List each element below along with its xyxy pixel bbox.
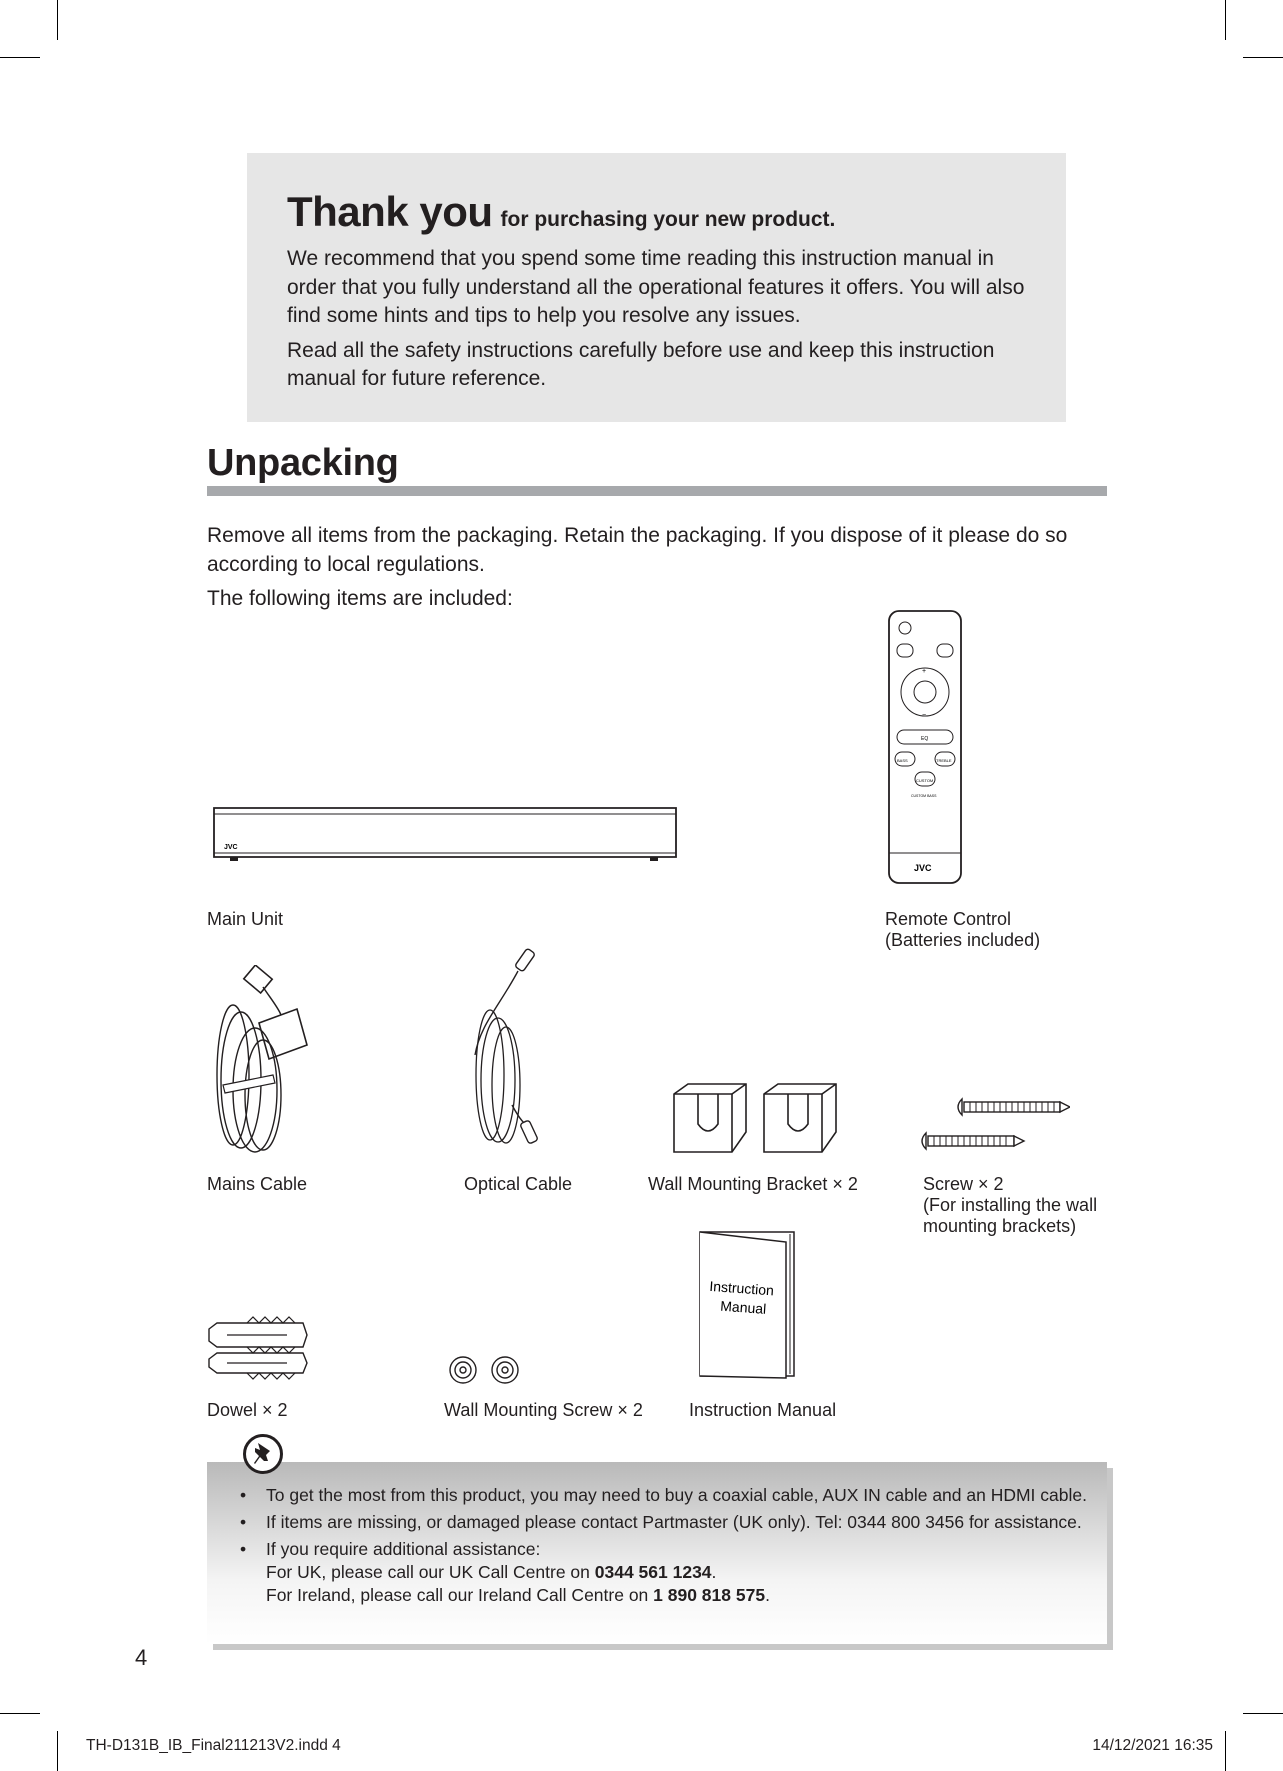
- item-caption-note: (For installing the wall: [923, 1195, 1098, 1215]
- screw-illustration: [920, 1097, 1070, 1159]
- optical-cable-illustration: [460, 945, 550, 1155]
- crop-mark: [1225, 0, 1226, 40]
- included-items-label: The following items are included:: [207, 587, 513, 610]
- plug-icon: [259, 1009, 307, 1059]
- remote-control-illustration: [885, 608, 965, 888]
- crop-mark: [0, 1713, 40, 1714]
- crop-mark: [0, 57, 40, 58]
- crop-mark: [1243, 57, 1283, 58]
- note-assistance-intro: • If you require additional assistance:: [266, 1539, 541, 1559]
- uk-phone-number: 0344 561 1234: [594, 1562, 712, 1582]
- brand-label: JVC: [224, 844, 238, 851]
- footer-filename: TH-D131B_IB_Final211213V2.indd 4: [86, 1737, 341, 1754]
- note-item: • To get the most from this product, you may need to buy a coaxial cable, AUX IN cable and an HDMI cable.: [240, 1484, 1100, 1507]
- item-caption: Wall Mounting Bracket × 2: [648, 1174, 858, 1194]
- note-item: [240, 1538, 1100, 1607]
- thank-you-heading: [287, 187, 1026, 245]
- section-heading: Unpacking: [207, 442, 399, 484]
- item-caption: Main Unit: [207, 909, 284, 929]
- item-caption-note: mounting brackets): [923, 1216, 1077, 1236]
- note-ireland-line: For Ireland, please call our Ireland Call Centre on 1 890 818 575.: [266, 1585, 770, 1605]
- manual-cover-text: Manual: [719, 1297, 767, 1317]
- item-caption: Instruction Manual: [689, 1400, 837, 1420]
- instruction-manual-illustration: [694, 1228, 804, 1380]
- page-number: 4: [135, 1645, 148, 1670]
- item-caption: Remote Control: [885, 909, 1012, 929]
- thank-you-title: Thank you: [287, 188, 493, 235]
- wall-bracket-illustration: [670, 1080, 846, 1156]
- crop-mark: [1225, 1731, 1226, 1771]
- crop-mark: [57, 0, 58, 40]
- mains-cable-illustration: [205, 965, 315, 1165]
- item-caption-note: (Batteries included): [885, 930, 1041, 950]
- footer-datetime: 14/12/2021 16:35: [1092, 1737, 1213, 1754]
- intro-paragraph: We recommend that you spend some time reading this instruction manual in order that you fully understand all the operational features it offers. You will also find some hints and tips to help you resolve any issues.: [287, 247, 1025, 327]
- pin-icon: [243, 1434, 283, 1474]
- item-caption: Dowel × 2: [207, 1400, 288, 1420]
- item-caption: Optical Cable: [464, 1174, 573, 1194]
- volume-up-label: +: [922, 668, 927, 675]
- custom-bass-label: CUSTOM BASS: [911, 794, 937, 798]
- eq-label: EQ: [921, 736, 929, 742]
- item-caption: Wall Mounting Screw × 2: [444, 1400, 643, 1420]
- crop-mark: [57, 1731, 58, 1771]
- notes-list: [240, 1484, 1100, 1611]
- volume-down-label: −: [922, 712, 927, 719]
- main-unit-illustration: [210, 805, 680, 865]
- thank-you-box: [247, 153, 1066, 422]
- custom-label: CUSTOM: [916, 778, 934, 783]
- treble-label: TREBLE: [936, 758, 952, 763]
- item-caption: Mains Cable: [207, 1174, 308, 1194]
- crop-mark: [1243, 1713, 1283, 1714]
- section-rule: [207, 486, 1107, 496]
- dowel-illustration: [207, 1315, 311, 1381]
- unpacking-instructions: Remove all items from the packaging. Retain the packaging. If you dispose of it please do so according to local regulations.: [207, 524, 1068, 576]
- brand-label: JVC: [914, 863, 932, 873]
- item-caption: Screw × 2: [923, 1174, 1004, 1194]
- thank-you-subtitle: for purchasing your new product.: [500, 208, 836, 231]
- intro-paragraph: Read all the safety instructions carefully before use and keep this instruction manual for future reference.: [287, 338, 995, 390]
- manual-cover-text: Instruction: [708, 1277, 775, 1299]
- bass-label: BASS: [897, 758, 908, 763]
- note-item: • If items are missing, or damaged please contact Partmaster (UK only). Tel: 0344 800 3456 for assistance.: [240, 1511, 1100, 1534]
- note-uk-line: For UK, please call our UK Call Centre on 0344 561 1234.: [266, 1562, 717, 1582]
- wall-screw-illustration: [448, 1354, 524, 1386]
- ireland-phone-number: 1 890 818 575: [653, 1585, 766, 1605]
